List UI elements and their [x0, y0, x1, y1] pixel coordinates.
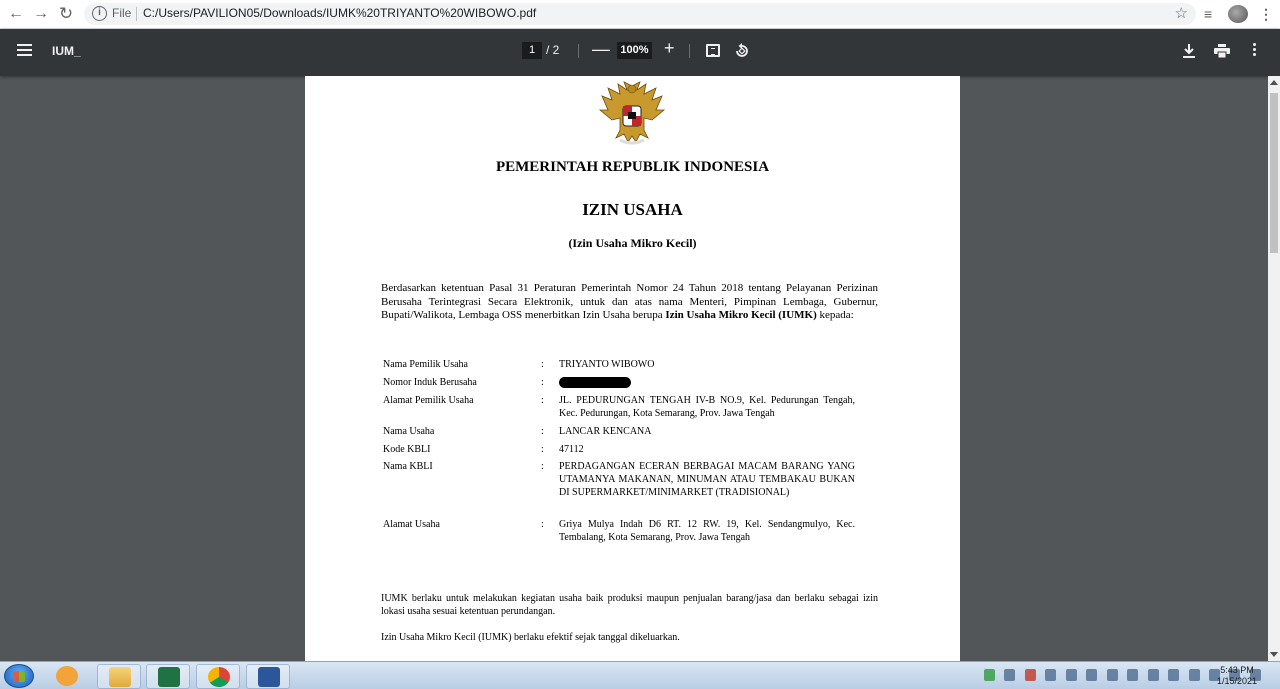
- omnibox-divider: [136, 7, 137, 21]
- tray-app-icon[interactable]: [1086, 669, 1097, 681]
- garuda-emblem-icon: [598, 80, 666, 150]
- explorer-taskbar-button[interactable]: [97, 664, 141, 689]
- tray-app-icon[interactable]: [1107, 669, 1118, 681]
- field-label: Kode KBLI: [383, 444, 431, 455]
- fit-page-icon[interactable]: [706, 44, 720, 57]
- hamburger-menu-icon[interactable]: [17, 44, 32, 56]
- vertical-scrollbar[interactable]: [1268, 76, 1280, 661]
- clock-date: 1/15/2021: [1216, 676, 1258, 686]
- media-player-taskbar-button[interactable]: [45, 664, 89, 689]
- download-icon[interactable]: [1182, 43, 1196, 59]
- document-header: PEMERINTAH REPUBLIK INDONESIA: [495, 159, 770, 175]
- zoom-level-input[interactable]: 100%: [617, 42, 652, 59]
- profile-avatar[interactable]: [1228, 5, 1248, 23]
- field-label: Alamat Usaha: [383, 519, 440, 530]
- pdf-page: [305, 76, 960, 676]
- field-value-redacted: [559, 376, 855, 389]
- back-arrow-icon[interactable]: ←: [8, 5, 24, 22]
- validity-paragraph: IUMK berlaku untuk melakukan kegiatan usaha baik produksi maupun penjualan barang/jasa dan berlaku sebagai izin lokasi usaha sesuai ketentuan perundangan.: [381, 593, 878, 617]
- field-colon: :: [541, 519, 544, 530]
- flag-icon[interactable]: [1189, 669, 1200, 681]
- page-number-input[interactable]: 1: [522, 42, 542, 59]
- field-value: Griya Mulya Indah D6 RT. 12 RW. 19, Kel. Sendangmulyo, Kec. Tembalang, Kota Semarang, Prov. Jawa Tengah: [559, 519, 855, 543]
- field-value: JL. PEDURUNGAN TENGAH IV-B NO.9, Kel. Pedurungan Tengah, Kec. Pedurungan, Kota Semarang, Prov. Jawa Tengah: [559, 395, 855, 419]
- zoom-in-button[interactable]: +: [664, 38, 675, 58]
- intro-bold-text: Izin Usaha Mikro Kecil (IUMK): [665, 309, 817, 321]
- field-colon: :: [541, 377, 544, 388]
- tray-app-icon[interactable]: [1148, 669, 1159, 681]
- rotate-icon[interactable]: [734, 43, 750, 59]
- tray-app-icon[interactable]: [1025, 669, 1036, 681]
- intro-paragraph: [381, 282, 878, 323]
- field-label: Alamat Pemilik Usaha: [383, 395, 474, 406]
- browser-address-bar: [0, 0, 1280, 29]
- effective-date-paragraph: Izin Usaha Mikro Kecil (IUMK) berlaku efektif sejak tanggal dikeluarkan.: [381, 632, 680, 643]
- tray-app-icon[interactable]: [1066, 669, 1077, 681]
- field-colon: :: [541, 426, 544, 437]
- toolbar-divider: [578, 44, 579, 58]
- reading-list-icon[interactable]: ≡: [1204, 6, 1213, 22]
- chrome-icon: [208, 667, 230, 687]
- more-options-icon[interactable]: [1249, 43, 1259, 59]
- field-label: Nomor Induk Berusaha: [383, 377, 477, 388]
- windows-taskbar: [0, 661, 1280, 689]
- scroll-up-arrow-icon[interactable]: [1270, 80, 1278, 85]
- field-colon: :: [541, 395, 544, 406]
- intro-tail-text: kepada:: [819, 309, 854, 321]
- excel-icon: [158, 667, 180, 687]
- zoom-out-button[interactable]: —: [592, 39, 610, 59]
- pdf-toolbar: [0, 29, 1280, 76]
- print-icon[interactable]: [1214, 44, 1230, 58]
- folder-icon: [109, 667, 131, 687]
- system-clock[interactable]: [1212, 665, 1262, 687]
- field-value: PERDAGANGAN ECERAN BERBAGAI MACAM BARANG YANG UTAMANYA MAKANAN, MINUMAN ATAU TEMBAKAU BUKAN DI SUPERMARKET/MINIMARKET (TRADISIONAL): [559, 461, 855, 498]
- intro-text: Berdasarkan ketentuan Pasal 31 Peraturan Pemerintah Nomor 24 Tahun 2018 tentang Pelayanan Perizinan Berusaha Terintegrasi Secara Elektronik, untuk dan atas nama Menteri, Pimpinan Lembaga, Gubernur, Bupati/Walikota, Lembaga OSS menerbitkan Izin Usaha berupa: [381, 282, 878, 321]
- excel-taskbar-button[interactable]: [146, 664, 190, 689]
- document-title: IUM_: [52, 44, 81, 58]
- volume-icon[interactable]: [1168, 669, 1179, 681]
- info-icon[interactable]: i: [92, 6, 107, 21]
- start-button-icon[interactable]: [4, 664, 34, 688]
- field-colon: :: [541, 444, 544, 455]
- lock-icon[interactable]: [1004, 669, 1015, 681]
- scroll-down-arrow-icon[interactable]: [1270, 652, 1278, 657]
- bookmark-star-icon[interactable]: ☆: [1174, 5, 1188, 22]
- tray-app-icon[interactable]: [1045, 669, 1056, 681]
- field-colon: :: [541, 461, 544, 472]
- field-value: LANCAR KENCANA: [559, 426, 652, 437]
- word-taskbar-button[interactable]: [246, 664, 290, 689]
- media-player-icon: [56, 666, 78, 686]
- field-colon: :: [541, 359, 544, 370]
- field-value: TRIYANTO WIBOWO: [559, 359, 655, 370]
- word-icon: [258, 667, 280, 687]
- toolbar-divider: [689, 44, 690, 58]
- security-shield-icon[interactable]: [984, 669, 995, 681]
- clock-time: 5:43 PM: [1220, 665, 1254, 675]
- browser-menu-icon[interactable]: ⋮: [1259, 6, 1273, 22]
- page-total: / 2: [546, 43, 560, 57]
- document-subtitle: (Izin Usaha Mikro Kecil): [568, 236, 697, 250]
- field-label: Nama KBLI: [383, 461, 433, 472]
- scrollbar-thumb[interactable]: [1270, 93, 1278, 253]
- field-label: Nama Usaha: [383, 426, 435, 437]
- document-title-heading: IZIN USAHA: [582, 200, 683, 219]
- field-label: Nama Pemilik Usaha: [383, 359, 468, 370]
- chrome-taskbar-button[interactable]: [196, 664, 240, 689]
- field-value: 47112: [559, 444, 584, 455]
- omnibox[interactable]: [84, 3, 1196, 25]
- url-scheme: File: [112, 6, 132, 20]
- tray-app-icon[interactable]: [1127, 669, 1138, 681]
- reload-icon[interactable]: ↻: [58, 4, 74, 23]
- url-text[interactable]: C:/Users/PAVILION05/Downloads/IUMK%20TRIYANTO%20WIBOWO.pdf: [143, 6, 537, 20]
- forward-arrow-icon[interactable]: →: [33, 5, 49, 22]
- redaction-mark: [559, 377, 631, 388]
